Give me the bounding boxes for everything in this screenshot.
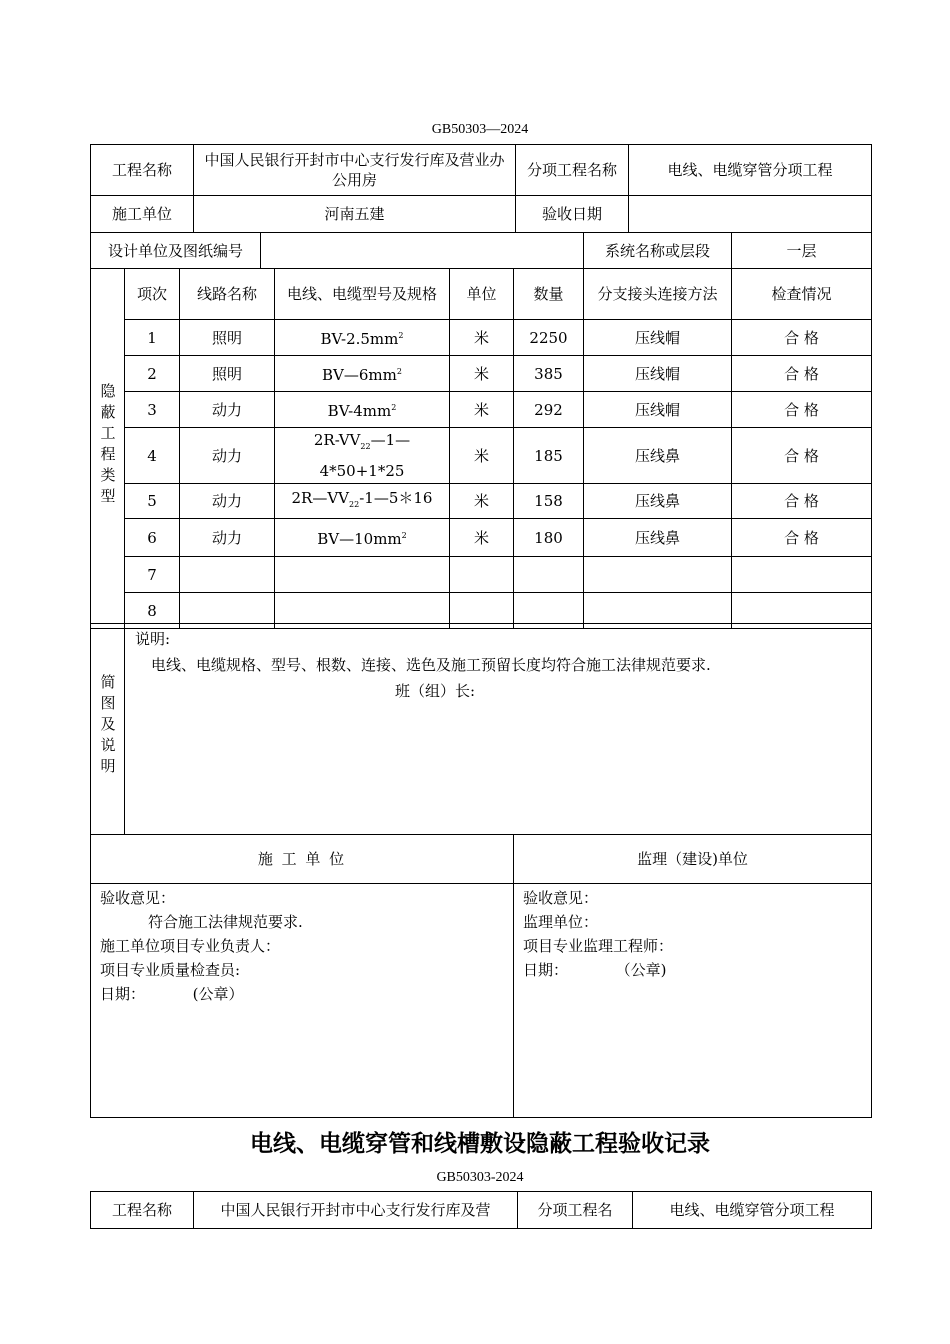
project-name-value: 中国人民银行开封市中心支行发行库及营 <box>194 1192 518 1229</box>
col-header-spec: 电线、电缆型号及规格 <box>275 269 450 320</box>
row-unit: 米 <box>450 320 514 356</box>
sub-project-value: 电线、电缆穿管分项工程 <box>633 1192 872 1229</box>
row-method: 压线鼻 <box>584 428 732 484</box>
row-qty: 185 <box>514 428 584 484</box>
quality-inspector: 项目专业质量检查员: <box>100 961 241 979</box>
row-no: 6 <box>125 519 180 557</box>
col-header-unit: 单位 <box>450 269 514 320</box>
row-name: 照明 <box>180 320 275 356</box>
row-no: 7 <box>125 557 180 593</box>
table-row <box>91 428 872 484</box>
project-name-label: 工程名称 <box>91 145 194 196</box>
row-name: 动力 <box>180 392 275 428</box>
date-seal: 日期： (公章） <box>100 985 244 1003</box>
table-row <box>91 320 872 356</box>
row-check: 合 格 <box>732 356 872 392</box>
note-text: 电线、电缆规格、型号、根数、连接、选色及施工预留长度均符合施工法律规范要求. <box>151 656 711 674</box>
date-seal: 日期： （公章) <box>523 961 667 979</box>
table-row <box>91 484 872 519</box>
supervision-engineer: 项目专业监理工程师： <box>523 937 674 955</box>
col-header-no: 项次 <box>125 269 180 320</box>
row-no: 3 <box>125 392 180 428</box>
row-spec: $2R-VV_{22}—1—$ 4*50+1*25 <box>275 428 450 484</box>
row-spec: $2R—VV_{22}-1—5*16$ <box>275 484 450 519</box>
sketch-content <box>125 624 872 835</box>
acceptance-date-label: 验收日期 <box>516 196 629 233</box>
supervision-unit: 监理单位： <box>523 913 599 931</box>
system-value: 一层 <box>732 233 872 269</box>
row-no: 8 <box>125 593 180 629</box>
system-label: 系统名称或层段 <box>584 233 732 269</box>
sub-project-value: 电线、电缆穿管分项工程 <box>629 145 872 196</box>
row-qty: 385 <box>514 356 584 392</box>
header-table-2 <box>90 1191 872 1229</box>
row-unit: 米 <box>450 356 514 392</box>
row-spec <box>275 557 450 593</box>
row-qty: 2250 <box>514 320 584 356</box>
design-unit-value <box>261 233 584 269</box>
row-qty: 158 <box>514 484 584 519</box>
row-qty: 292 <box>514 392 584 428</box>
row-name: 照明 <box>180 356 275 392</box>
row-unit: 米 <box>450 428 514 484</box>
row-no: 2 <box>125 356 180 392</box>
row-qty: 180 <box>514 519 584 557</box>
row-qty <box>514 557 584 593</box>
construction-unit-value: 河南五建 <box>194 196 516 233</box>
row-method: 压线帽 <box>584 356 732 392</box>
row-method: 压线帽 <box>584 320 732 356</box>
row-name: 动力 <box>180 519 275 557</box>
row-method <box>584 557 732 593</box>
row-check <box>732 557 872 593</box>
row-unit <box>450 557 514 593</box>
row-spec: $BV—10mm^2$ <box>275 519 450 557</box>
construction-opinion <box>91 884 514 1118</box>
table-row <box>91 519 872 557</box>
row-method: 压线帽 <box>584 392 732 428</box>
row-spec: $BV-4mm^2$ <box>275 392 450 428</box>
row-name: 动力 <box>180 484 275 519</box>
row-method: 压线鼻 <box>584 519 732 557</box>
project-name-value: 中国人民银行开封市中心支行发行库及营业办公用房 <box>194 145 516 196</box>
col-header-name: 线路名称 <box>180 269 275 320</box>
header-table <box>90 144 872 233</box>
row-name <box>180 557 275 593</box>
row-check: 合 格 <box>732 320 872 356</box>
supervision-opinion <box>514 884 872 1118</box>
row-no: 5 <box>125 484 180 519</box>
table-row <box>91 557 872 593</box>
supervision-unit-header: 监理（建设)单位 <box>514 835 872 884</box>
standard-code: GB50303—2024 <box>431 122 529 137</box>
col-header-method: 分支接头连接方法 <box>584 269 732 320</box>
construction-unit-label: 施工单位 <box>91 196 194 233</box>
items-table <box>90 268 872 629</box>
acceptance-date-value <box>629 196 872 233</box>
sketch-label: 简图及说明 <box>91 624 125 835</box>
opinion-label: 验收意见： <box>523 889 599 907</box>
row-check: 合 格 <box>732 519 872 557</box>
hidden-type-label: 隐蔽工程类型 <box>91 269 125 629</box>
construction-unit-header: 施 工 单 位 <box>91 835 514 884</box>
opinion-label: 验收意见： <box>100 889 176 907</box>
row-no: 4 <box>125 428 180 484</box>
row-no: 1 <box>125 320 180 356</box>
row-method: 压线鼻 <box>584 484 732 519</box>
row-name: 动力 <box>180 428 275 484</box>
page-title: 电线、电缆穿管和线槽敷设隐蔽工程验收记录 <box>250 1131 710 1157</box>
row-unit: 米 <box>450 484 514 519</box>
table-row <box>91 356 872 392</box>
standard-code: GB50303-2024 <box>436 1170 524 1185</box>
row-check: 合 格 <box>732 484 872 519</box>
team-leader: 班（组）长: <box>395 682 476 700</box>
design-row-table <box>90 232 872 269</box>
row-unit: 米 <box>450 392 514 428</box>
project-name-label: 工程名称 <box>91 1192 194 1229</box>
sub-project-label: 分项工程名称 <box>516 145 629 196</box>
design-unit-label: 设计单位及图纸编号 <box>91 233 261 269</box>
opinion-text: 符合施工法律规范要求. <box>148 913 303 931</box>
sub-project-label: 分项工程名 <box>518 1192 633 1229</box>
responsible-person: 施工单位项目专业负责人： <box>100 937 281 955</box>
signoff-table <box>90 834 872 1118</box>
row-spec: $BV—6mm^2$ <box>275 356 450 392</box>
table-row <box>91 392 872 428</box>
col-header-qty: 数量 <box>514 269 584 320</box>
sketch-table <box>90 623 872 835</box>
row-check: 合 格 <box>732 392 872 428</box>
row-unit: 米 <box>450 519 514 557</box>
col-header-check: 检查情况 <box>732 269 872 320</box>
row-spec: $BV-2.5mm^2$ <box>275 320 450 356</box>
note-label: 说明: <box>135 630 171 648</box>
row-check: 合 格 <box>732 428 872 484</box>
